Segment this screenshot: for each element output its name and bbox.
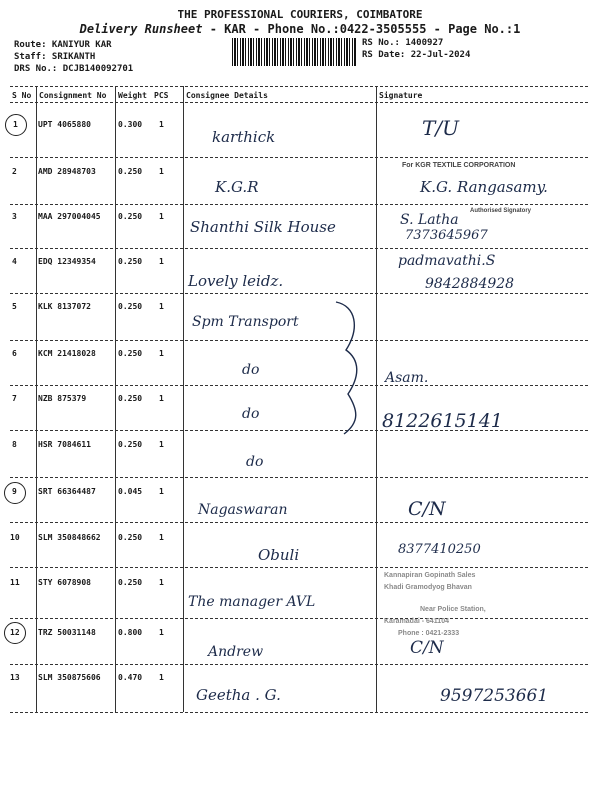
table-bottom-rule [10,712,588,713]
table-top-rule [10,86,588,87]
row-signature: S. Latha [400,212,459,228]
row-signature: C/N [408,498,446,520]
row-consignment: SLM 350848662 [38,533,101,542]
row-pcs: 1 [159,212,164,221]
row-signature: Asam. [385,370,429,386]
row-pcs: 1 [159,394,164,403]
row-consignment: SLM 350875606 [38,673,101,682]
row-pcs: 1 [159,120,164,129]
row-rule [10,385,588,386]
row-signature: padmavathi.S [398,253,496,269]
row-rule [10,204,588,205]
row-sno: 3 [12,212,17,221]
row-signature: 8377410250 [398,542,481,557]
row-rule [10,340,588,341]
store-stamp-line: Khadi Gramodyog Bhavan [384,584,472,591]
row-weight: 0.250 [118,257,143,266]
row-pcs: 1 [159,349,164,358]
row-signature: K.G. Rangasamy. [420,178,548,196]
row-signature: T/U [422,116,459,140]
row-consignment: MAA 297004045 [38,212,101,221]
row-rule [10,664,588,665]
row-consignment: STY 6078908 [38,578,91,587]
row-sno: 13 [10,673,20,682]
row-signature: C/N [410,638,444,658]
row-sno: 8 [12,440,17,449]
row-pcs: 1 [159,628,164,637]
store-stamp-line: Kannapiran Gopinath Sales [384,572,476,579]
row-consignee: karthick [212,128,276,146]
row-weight: 0.250 [118,167,143,176]
row-weight: 0.250 [118,212,143,221]
row-consignee: do [246,454,264,470]
row-pcs: 1 [159,302,164,311]
row-consignee: Spm Transport [192,314,299,330]
row-consignment: KLK 8137072 [38,302,91,311]
row-consignee: Shanthi Silk House [190,218,336,236]
company-name: THE PROFESSIONAL COURIERS, COIMBATORE [177,8,423,21]
row-weight: 0.250 [118,578,143,587]
row-consignee: Andrew [208,644,264,660]
row-pcs: 1 [159,440,164,449]
row-pcs: 1 [159,257,164,266]
kgr-stamp-sub: Authorised Signatory [470,208,532,214]
row-consignment: KCM 21418028 [38,349,96,358]
runsheet-label: Delivery Runsheet [79,22,203,36]
row-weight: 0.470 [118,673,143,682]
row-weight: 0.250 [118,533,143,542]
row-consignee: Lovely leidz. [188,272,284,290]
row-rule [10,157,588,158]
row-sno: 9 [12,487,17,496]
row-consignee: Nagaswaran [198,502,288,518]
row-consignment: UPT 4065880 [38,120,91,129]
row-weight: 0.800 [118,628,143,637]
barcode-image [232,38,356,66]
col-header-pcs: PCS [154,91,169,100]
store-stamp-line: Near Police Station, [420,606,486,613]
row-weight: 0.300 [118,120,143,129]
row-rule [10,248,588,249]
row-signature: 9597253661 [440,686,549,706]
runsheet-title [0,22,600,36]
row-consignee: The manager AVL [188,594,316,610]
row-sno: 11 [10,578,20,587]
runsheet-info: - KAR - Phone No.:0422-3505555 - Page No.:1 [202,22,521,36]
row-consignee: Obuli [258,546,300,564]
row-consignment: AMD 28948703 [38,167,96,176]
row-rule [10,567,588,568]
row-pcs: 1 [159,167,164,176]
row-rule [10,522,588,523]
row-consignment: TRZ 50031148 [38,628,96,637]
row-rule [10,477,588,478]
row-consignment: NZB 875379 [38,394,87,403]
row-consignee: do [242,406,260,422]
row-sno: 6 [12,349,17,358]
rs-number: RS No.: 1400927 [362,38,444,48]
kgr-stamp-title: For KGR TEXTILE CORPORATION [402,162,516,169]
rs-date: RS Date: 22-Jul-2024 [362,50,471,60]
row-weight: 0.250 [118,302,143,311]
row-consignee: K.G.R [215,178,259,196]
row-pcs: 1 [159,487,164,496]
col-header-details: Consignee Details [186,91,268,100]
drs-number: DRS No.: DCJB140092701 [14,64,134,74]
route: Route: KANIYUR KAR [14,40,112,50]
row-pcs: 1 [159,673,164,682]
row-sno: 12 [10,628,20,637]
header-rule [10,102,588,103]
row-consignee: Geetha . G. [196,686,281,704]
row-consignee: do [242,362,260,378]
col-header-weight: Weight [118,91,147,100]
row-pcs: 1 [159,533,164,542]
row-sno: 5 [12,302,17,311]
row-consignment: HSR 7084611 [38,440,91,449]
row-rule [10,618,588,619]
row-sno: 7 [12,394,17,403]
store-stamp-line: Phone : 0421-2333 [398,630,460,637]
ditto-brace-mark [330,298,370,438]
row-pcs: 1 [159,578,164,587]
row-signature: 8122615141 [382,410,503,432]
row-sno: 4 [12,257,17,266]
row-consignment: EDQ 12349354 [38,257,96,266]
row-weight: 0.250 [118,349,143,358]
col-header-sno: S No [12,91,32,100]
row-phone: 9842884928 [425,276,515,292]
row-consignment: SRT 66364487 [38,487,96,496]
row-sno: 2 [12,167,17,176]
row-rule [10,293,588,294]
row-weight: 0.250 [118,394,143,403]
staff: Staff: SRIKANTH [14,52,96,62]
row-weight: 0.045 [118,487,143,496]
row-weight: 0.250 [118,440,143,449]
row-sno: 1 [13,120,18,129]
row-sno: 10 [10,533,20,542]
store-stamp-line: Karamadai - 641104 [384,618,449,625]
col-header-signature: Signature [379,91,423,100]
col-header-consignment: Consignment No [39,91,107,100]
row-phone: 7373645967 [405,228,488,243]
